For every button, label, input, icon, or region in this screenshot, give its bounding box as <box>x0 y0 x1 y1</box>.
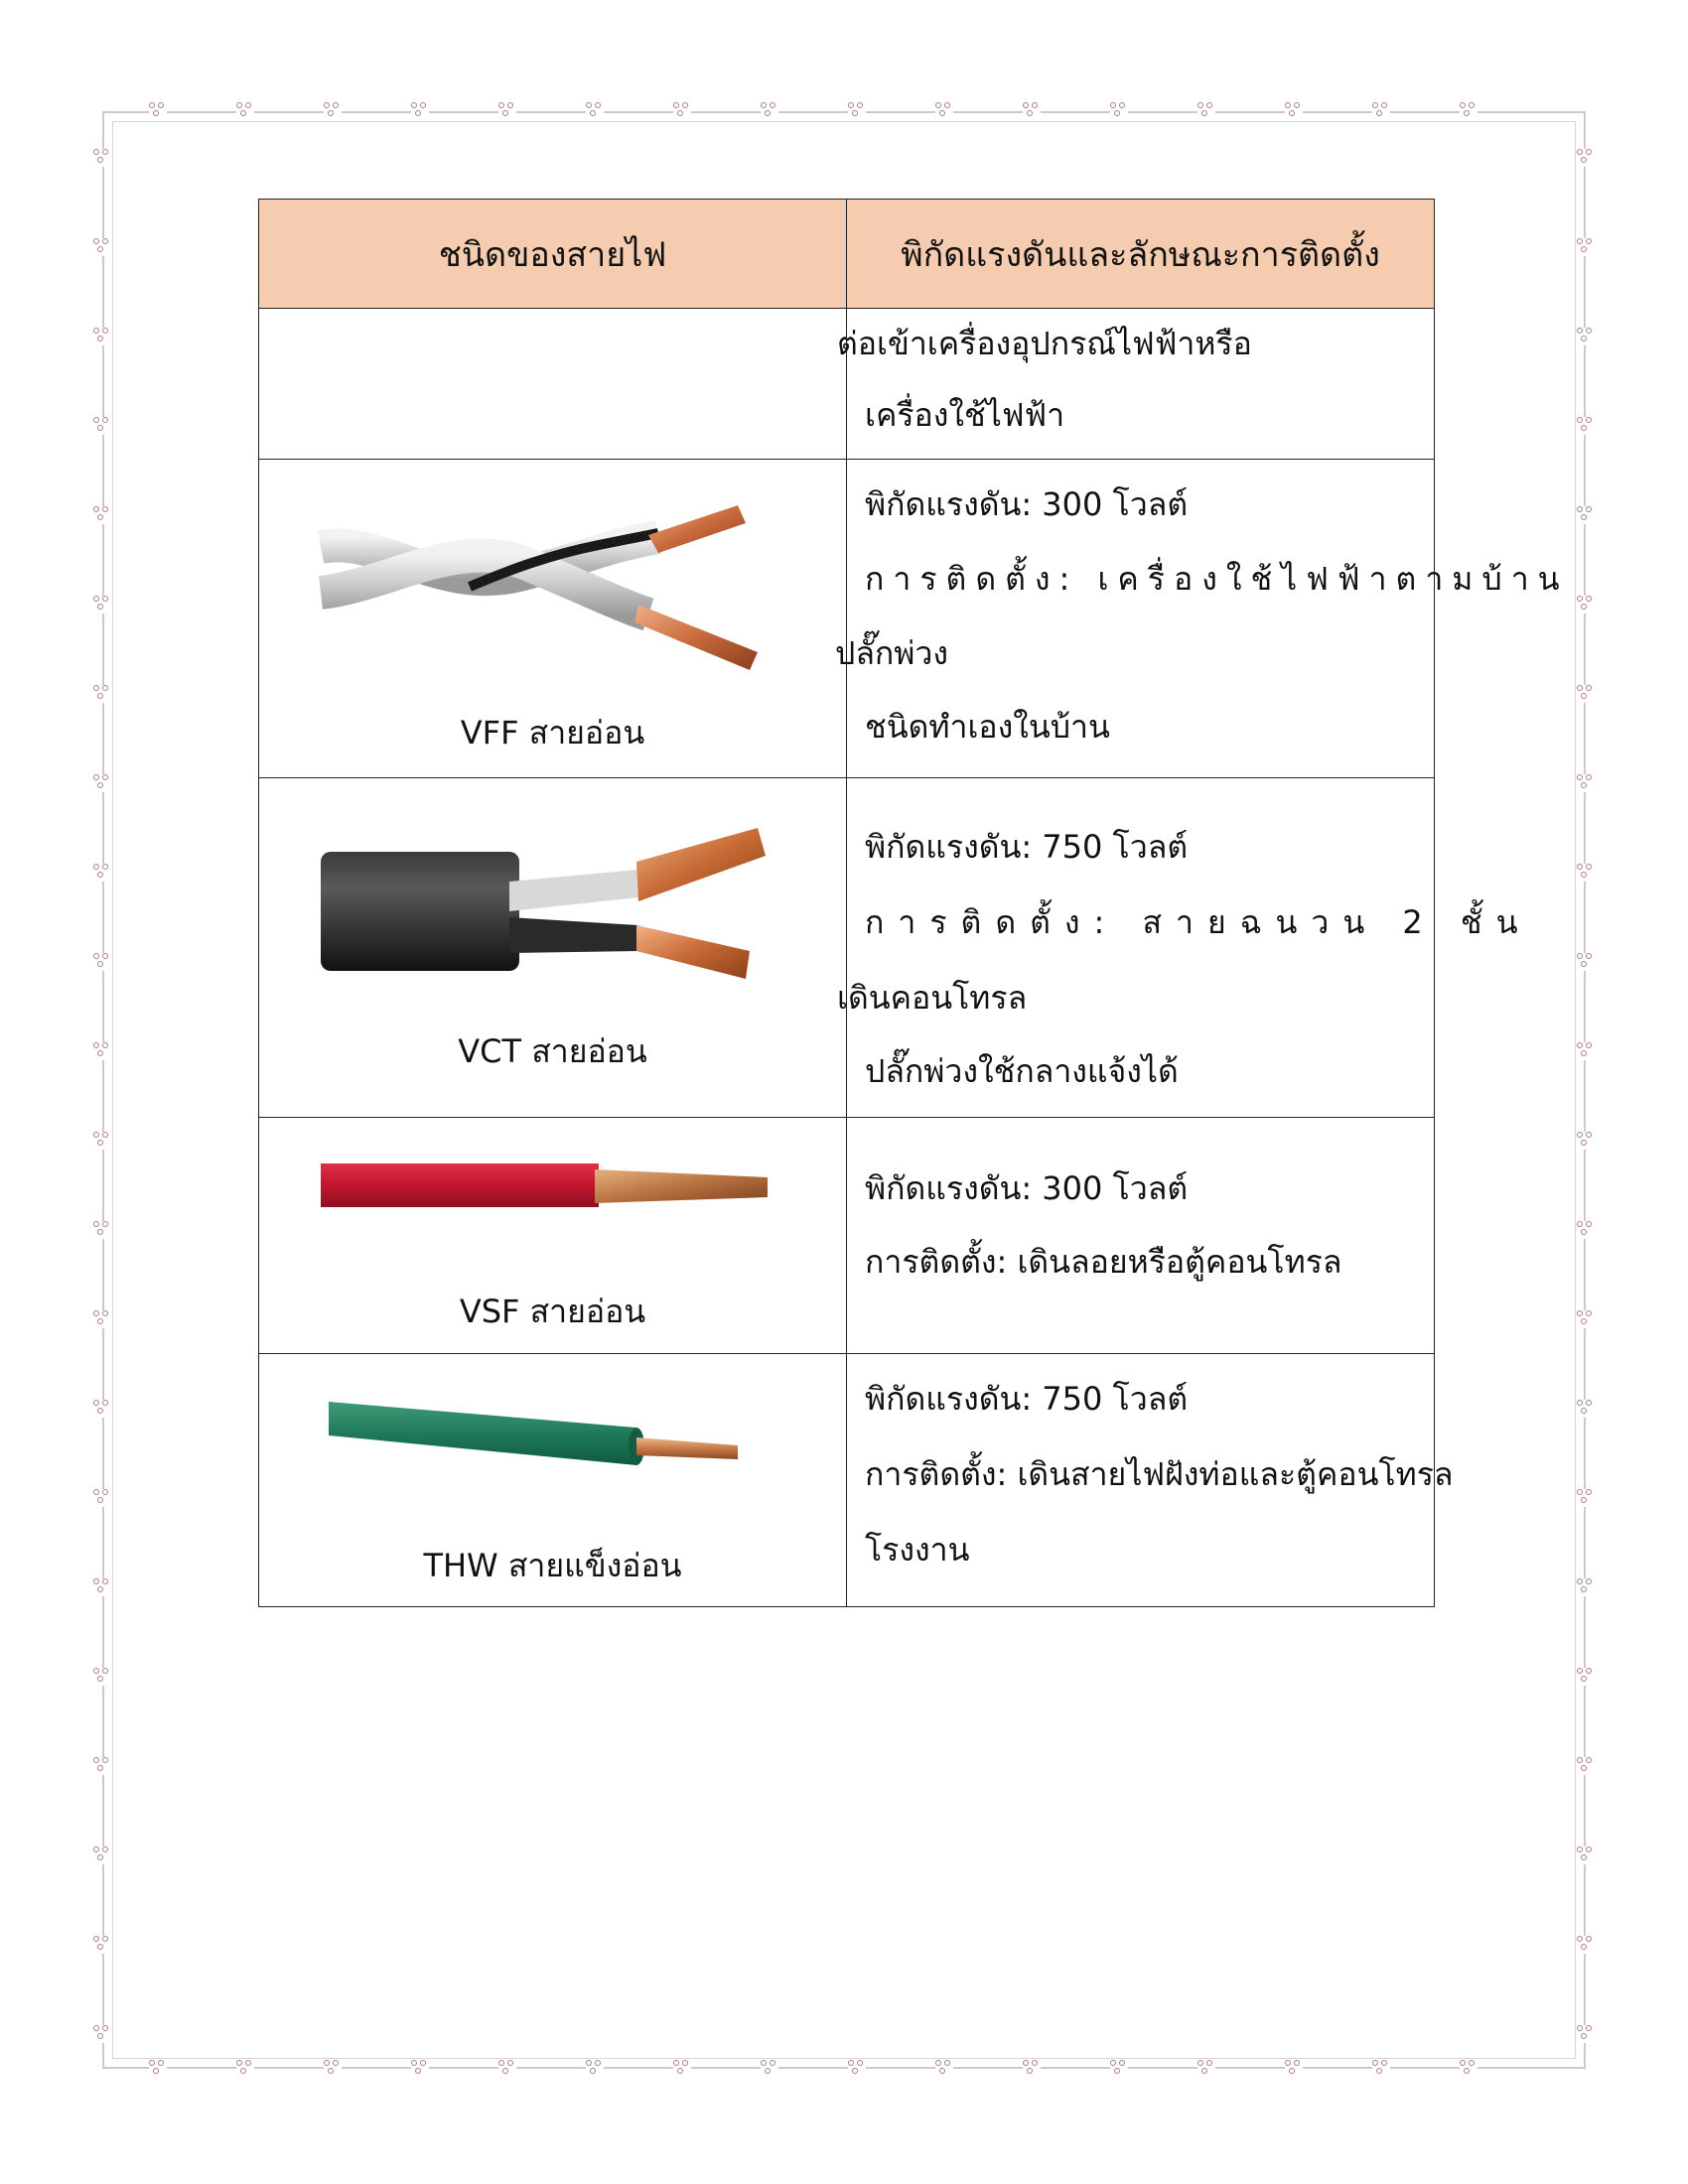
header-wire-type: ชนิดของสายไฟ <box>259 200 847 309</box>
border-flower-ornament <box>1577 328 1595 345</box>
border-flower-ornament <box>149 2060 167 2078</box>
desc-line: การติดตั้ง: เดินสายไฟฝังท่อและตู้คอนโทรล <box>865 1455 1454 1493</box>
border-flower-ornament <box>93 685 111 703</box>
border-flower-ornament <box>1372 102 1390 120</box>
desc-line: การติดตั้ง: เครื่องใช้ไฟฟ้าตามบ้าน <box>865 560 1569 598</box>
border-flower-ornament <box>1577 1578 1595 1596</box>
border-flower-ornament <box>1197 102 1215 120</box>
border-flower-ornament <box>93 149 111 167</box>
border-flower-ornament <box>761 2060 778 2078</box>
border-flower-ornament <box>1577 685 1595 703</box>
border-flower-ornament <box>93 1132 111 1150</box>
border-flower-ornament <box>93 1400 111 1418</box>
border-flower-ornament <box>761 102 778 120</box>
border-flower-ornament <box>236 2060 254 2078</box>
desc-line: พิกัดแรงดัน: 750 โวลต์ <box>865 828 1189 866</box>
border-flower-ornament <box>1577 953 1595 971</box>
border-flower-ornament <box>324 102 342 120</box>
border-flower-ornament <box>1577 417 1595 435</box>
border-flower-ornament <box>1285 102 1303 120</box>
desc-line: พิกัดแรงดัน: 300 โวลต์ <box>865 1169 1189 1207</box>
table-header-row <box>259 200 1435 309</box>
border-flower-ornament <box>498 102 516 120</box>
wire-type-cell <box>259 1118 847 1354</box>
border-flower-ornament <box>93 774 111 792</box>
border-flower-ornament <box>1577 1310 1595 1328</box>
border-flower-ornament <box>93 953 111 971</box>
border-flower-ornament <box>93 1489 111 1507</box>
desc-line: ปลั๊กพ่วงใช้กลางแจ้งได้ <box>865 1052 1179 1090</box>
desc-line: พิกัดแรงดัน: 750 โวลต์ <box>865 1380 1189 1418</box>
border-flower-ornament <box>1577 1757 1595 1775</box>
border-flower-ornament <box>1023 2060 1041 2078</box>
border-flower-ornament <box>93 1310 111 1328</box>
border-flower-ornament <box>1577 864 1595 882</box>
green-solid-core-wire-image <box>321 1366 785 1497</box>
border-flower-ornament <box>1285 2060 1303 2078</box>
twisted-white-black-wire-image <box>321 476 785 674</box>
border-flower-ornament <box>1577 1221 1595 1239</box>
border-flower-ornament <box>1577 596 1595 614</box>
desc-line: ปลั๊กพ่วง <box>835 634 948 672</box>
border-flower-ornament <box>411 102 429 120</box>
border-flower-ornament <box>1577 2025 1595 2043</box>
border-flower-ornament <box>149 102 167 120</box>
desc-line: เครื่องใช้ไฟฟ้า <box>865 396 1065 434</box>
border-flower-ornament <box>93 238 111 256</box>
border-flower-ornament <box>1577 1132 1595 1150</box>
border-flower-ornament <box>324 2060 342 2078</box>
wire-type-cell <box>259 778 847 1118</box>
border-flower-ornament <box>1372 2060 1390 2078</box>
border-flower-ornament <box>93 1936 111 1954</box>
border-flower-ornament <box>93 1668 111 1686</box>
border-flower-ornament <box>935 102 953 120</box>
border-flower-ornament <box>93 506 111 524</box>
wire-type-label: VFF สายอ่อน <box>460 714 645 751</box>
wire-type-cell <box>259 309 847 460</box>
wire-type-label: VCT สายอ่อน <box>458 1032 647 1070</box>
border-flower-ornament <box>1577 1846 1595 1864</box>
border-flower-ornament <box>673 102 691 120</box>
border-flower-ornament <box>1460 102 1477 120</box>
wire-type-label: VSF สายอ่อน <box>459 1293 646 1330</box>
border-flower-ornament <box>93 1846 111 1864</box>
wire-desc-cell <box>837 778 1532 1118</box>
desc-line: เดินคอนโทรล <box>837 979 1028 1017</box>
table-row <box>259 778 1435 1118</box>
wire-type-cell <box>259 1354 847 1607</box>
border-flower-ornament <box>1577 238 1595 256</box>
border-flower-ornament <box>848 102 866 120</box>
border-flower-ornament <box>93 417 111 435</box>
wire-desc-cell <box>847 1118 1435 1354</box>
border-flower-ornament <box>848 2060 866 2078</box>
border-flower-ornament <box>1577 1489 1595 1507</box>
border-flower-ornament <box>236 102 254 120</box>
border-flower-ornament <box>93 1757 111 1775</box>
desc-line: ต่อเข้าเครื่องอุปกรณ์ไฟฟ้าหรือ <box>837 325 1252 362</box>
header-voltage-installation: พิกัดแรงดันและลักษณะการติดตั้ง <box>847 200 1435 309</box>
wire-types-table <box>258 199 1569 1607</box>
border-flower-ornament <box>586 2060 604 2078</box>
border-flower-ornament <box>1577 1668 1595 1686</box>
border-flower-ornament <box>1577 774 1595 792</box>
border-flower-ornament <box>93 596 111 614</box>
border-flower-ornament <box>1110 102 1128 120</box>
wire-type-label: THW สายแข็งอ่อน <box>423 1547 682 1584</box>
wire-type-cell <box>259 460 847 778</box>
desc-line: การติดตั้ง: สายฉนวน 2 ชั้น <box>865 903 1532 941</box>
border-flower-ornament <box>1577 149 1595 167</box>
black-sheathed-two-core-cable-image <box>321 822 785 983</box>
border-flower-ornament <box>93 1042 111 1060</box>
border-flower-ornament <box>93 1578 111 1596</box>
wire-desc-cell <box>847 1354 1454 1607</box>
wire-desc-cell <box>837 309 1435 460</box>
border-flower-ornament <box>1577 1936 1595 1954</box>
border-flower-ornament <box>1460 2060 1477 2078</box>
border-flower-ornament <box>1577 506 1595 524</box>
table-row <box>259 1118 1435 1354</box>
border-flower-ornament <box>93 864 111 882</box>
border-flower-ornament <box>1197 2060 1215 2078</box>
border-flower-ornament <box>93 1221 111 1239</box>
border-flower-ornament <box>498 2060 516 2078</box>
border-flower-ornament <box>1110 2060 1128 2078</box>
border-flower-ornament <box>586 102 604 120</box>
border-flower-ornament <box>673 2060 691 2078</box>
border-flower-ornament <box>93 2025 111 2043</box>
table-row <box>259 309 1435 460</box>
border-flower-ornament <box>1577 1042 1595 1060</box>
table-row <box>259 460 1435 778</box>
border-flower-ornament <box>1023 102 1041 120</box>
desc-line: ชนิดทำเองในบ้าน <box>865 708 1110 746</box>
table-row <box>259 1354 1435 1607</box>
border-flower-ornament <box>1577 1400 1595 1418</box>
border-flower-ornament <box>93 328 111 345</box>
border-flower-ornament <box>935 2060 953 2078</box>
wire-desc-cell <box>835 460 1569 778</box>
desc-line: พิกัดแรงดัน: 300 โวลต์ <box>865 485 1189 523</box>
desc-line: การติดตั้ง: เดินลอยหรือตู้คอนโทรล <box>865 1243 1342 1281</box>
desc-line: โรงงาน <box>865 1531 970 1569</box>
border-flower-ornament <box>411 2060 429 2078</box>
red-single-core-wire-image <box>321 1132 785 1239</box>
